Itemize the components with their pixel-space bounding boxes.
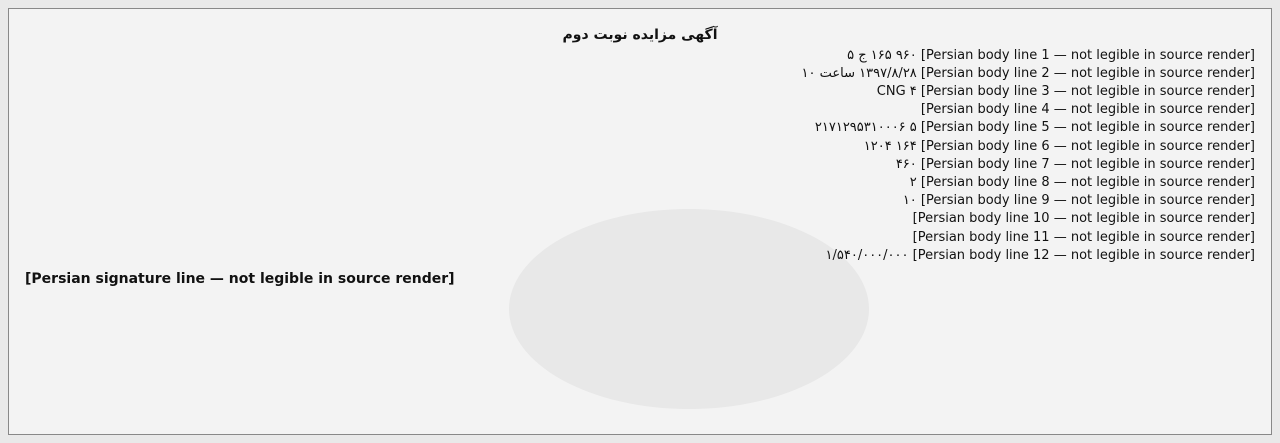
paragraph-2-line-1: [Persian body line 6 — not legible in source render] ۱۲۰۴ ۱۶۴ xyxy=(863,139,1255,154)
paragraph-1-line-3: [Persian body line 3 — not legible in source render] CNG ۴ xyxy=(876,84,1255,99)
paragraph-3 xyxy=(25,229,1255,265)
paragraph-2-line-5: [Persian body line 10 — not legible in source render] xyxy=(912,211,1255,226)
paragraph-3-line-2: [Persian body line 12 — not legible in source render] ۱/۵۴۰/۰۰۰/۰۰۰ xyxy=(825,248,1255,263)
paragraph-1-line-1: [Persian body line 1 — not legible in source render] ۱۶۵ ۹۶۰ ج ۵ xyxy=(847,48,1255,63)
auction-notice xyxy=(8,8,1272,435)
paragraph-2-line-3: [Persian body line 8 — not legible in source render] ۲ xyxy=(909,175,1255,190)
paragraph-1-line-5: [Persian body line 5 — not legible in source render] ۲۱۷۱۲۹۵۳۱۰۰۰۶ ۵ xyxy=(814,120,1255,135)
paragraph-2-line-2: [Persian body line 7 — not legible in source render] ۴۶۰ xyxy=(895,157,1255,172)
paragraph-1-line-4: [Persian body line 4 — not legible in source render] xyxy=(920,102,1255,117)
paragraph-2-line-4: [Persian body line 9 — not legible in source render] ۱۰ xyxy=(902,193,1255,208)
signature: [Persian signature line — not legible in source render] xyxy=(25,271,455,287)
paragraph-1 xyxy=(25,47,1255,137)
notice-title: آگهی مزایده نوبت دوم xyxy=(562,27,718,43)
paragraph-3-line-1: [Persian body line 11 — not legible in source render] xyxy=(912,230,1255,245)
paragraph-2 xyxy=(25,138,1255,228)
paragraph-1-line-2: [Persian body line 2 — not legible in source render] ۱۳۹۷/۸/۲۸ ساعت ۱۰ xyxy=(801,66,1255,81)
